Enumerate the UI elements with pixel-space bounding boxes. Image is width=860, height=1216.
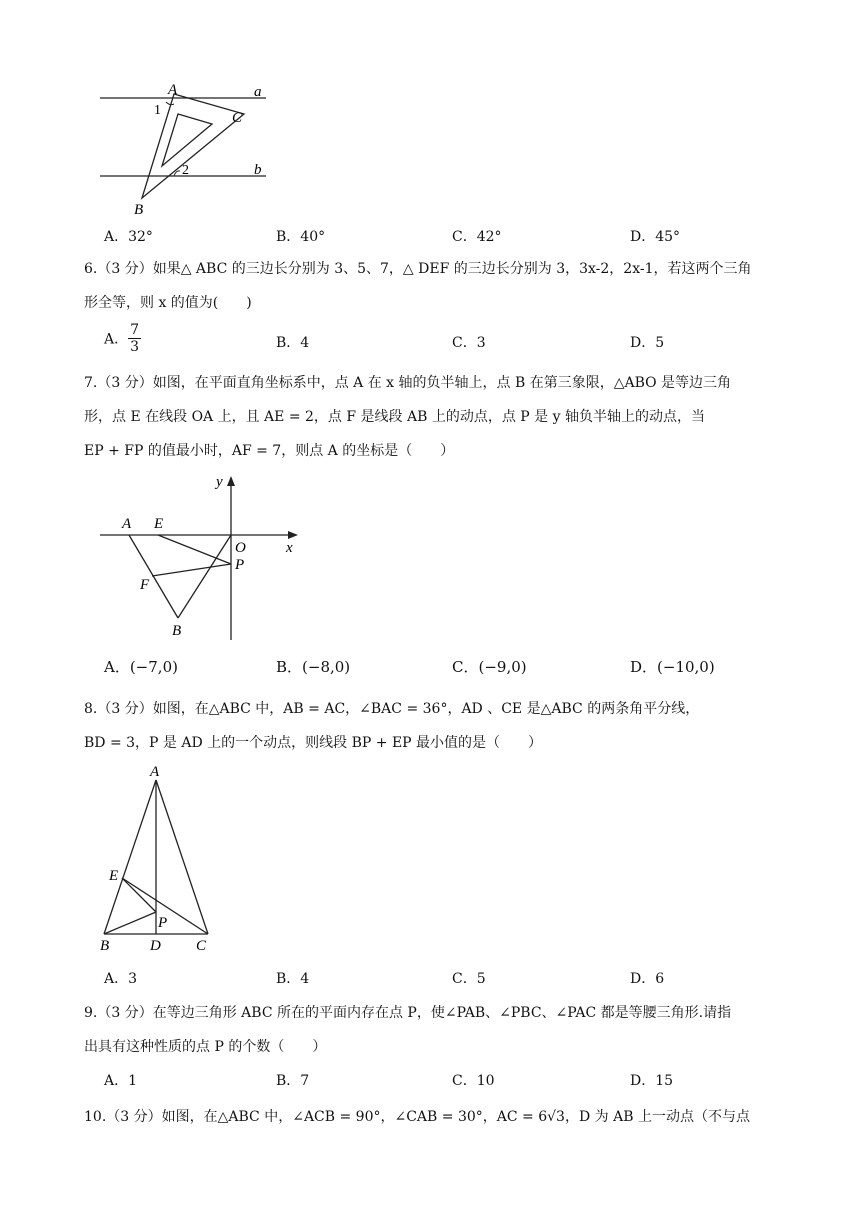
q8-choice-a: A．3 [104, 971, 138, 987]
q9-choice-a: A．1 [104, 1073, 138, 1089]
q6-choice-a-fraction [128, 322, 141, 355]
fig5-label-A: A [168, 82, 178, 98]
q7-choice-b: B．(−8,0) [276, 658, 351, 676]
fig7-label-B: B [172, 623, 182, 639]
q5-choice-a: A．32° [104, 229, 153, 245]
fig5-label-1: 1 [154, 103, 161, 118]
q10-line1: 10.（3 分）如图，在△ABC 中，∠ACB = 90°，∠CAB = 30°，AC = 6√3，D 为 AB 上一动点（不与点 [84, 1109, 750, 1125]
q6-choice-d: D．5 [630, 335, 665, 351]
fig8-label-D: D [150, 938, 161, 954]
q8-line2: BD = 3，P 是 AD 上的一个动点，则线段 BP + EP 最小值的是（ ） [84, 735, 543, 751]
q8-choice-c: C．5 [452, 971, 486, 987]
fig8-label-C: C [196, 938, 207, 954]
fig7-label-F: F [140, 577, 150, 593]
q6-line2: 形全等，则 x 的值为( ) [84, 295, 252, 311]
figure-q8-isosceles-triangle [96, 760, 226, 956]
figure-q5-parallel-lines [96, 80, 276, 220]
fig5-label-b: b [254, 162, 262, 178]
q6-choice-a-denominator: 3 [130, 339, 140, 355]
q9-choice-d: D．15 [630, 1073, 674, 1089]
fig5-label-2: 2 [182, 163, 189, 178]
q8-line1: 8.（3 分）如图，在△ABC 中，AB = AC，∠BAC = 36°，AD 、CE 是△ABC 的两条角平分线， [84, 701, 700, 717]
figure-q7-coordinate-plane [96, 468, 316, 644]
q6-choice-a-numerator: 7 [130, 322, 140, 338]
q7-line3: EP + FP 的值最小时，AF = 7，则点 A 的坐标是（ ） [84, 443, 455, 459]
fig8-label-P: P [158, 915, 168, 931]
q6-choice-a [104, 322, 141, 355]
q6-choice-c: C．3 [452, 335, 486, 351]
q7-line1: 7.（3 分）如图，在平面直角坐标系中，点 A 在 x 轴的负半轴上，点 B 在第三象限，△ABO 是等边三角 [84, 375, 732, 391]
q9-line2: 出具有这种性质的点 P 的个数（ ） [84, 1039, 327, 1055]
fig7-label-y: y [216, 474, 223, 490]
q7-line2: 形，点 E 在线段 OA 上，且 AE = 2，点 F 是线段 AB 上的动点，点 P 是 y 轴负半轴上的动点，当 [84, 409, 705, 425]
fig5-label-a: a [254, 84, 262, 100]
fig8-label-A: A [150, 764, 160, 780]
fig7-label-A: A [122, 516, 132, 532]
q9-choice-c: C．10 [452, 1073, 495, 1089]
q5-choice-b: B．40° [276, 229, 326, 245]
q9-line1: 9.（3 分）在等边三角形 ABC 所在的平面内存在点 P，使∠PAB、∠PBC、∠PAC 都是等腰三角形.请指 [84, 1005, 732, 1021]
q7-choice-d: D．(−10,0) [630, 658, 715, 676]
q8-choice-d: D．6 [630, 971, 665, 987]
fig5-label-C: C [232, 110, 243, 126]
fig8-label-B: B [100, 938, 110, 954]
fig7-label-E: E [154, 516, 164, 532]
q7-choice-c: C．(−9,0) [452, 658, 527, 676]
q6-choice-b: B．4 [276, 335, 310, 351]
q6-choice-a-prefix: A． [104, 331, 129, 348]
q5-choice-c: C．42° [452, 229, 502, 245]
q9-choice-b: B．7 [276, 1073, 310, 1089]
q6-line1: 6.（3 分）如果△ ABC 的三边长分别为 3、5、7，△ DEF 的三边长分别为 3，3x-2，2x-1，若这两个三角 [84, 261, 752, 277]
fig7-label-x: x [286, 540, 293, 556]
q7-choice-a: A．(−7,0) [104, 658, 178, 676]
fig5-label-B: B [134, 202, 144, 218]
q8-choice-b: B．4 [276, 971, 310, 987]
fig7-label-O: O [235, 540, 246, 556]
q5-choice-d: D．45° [630, 229, 681, 245]
fig7-label-P: P [235, 557, 245, 573]
fig8-label-E: E [109, 868, 119, 884]
